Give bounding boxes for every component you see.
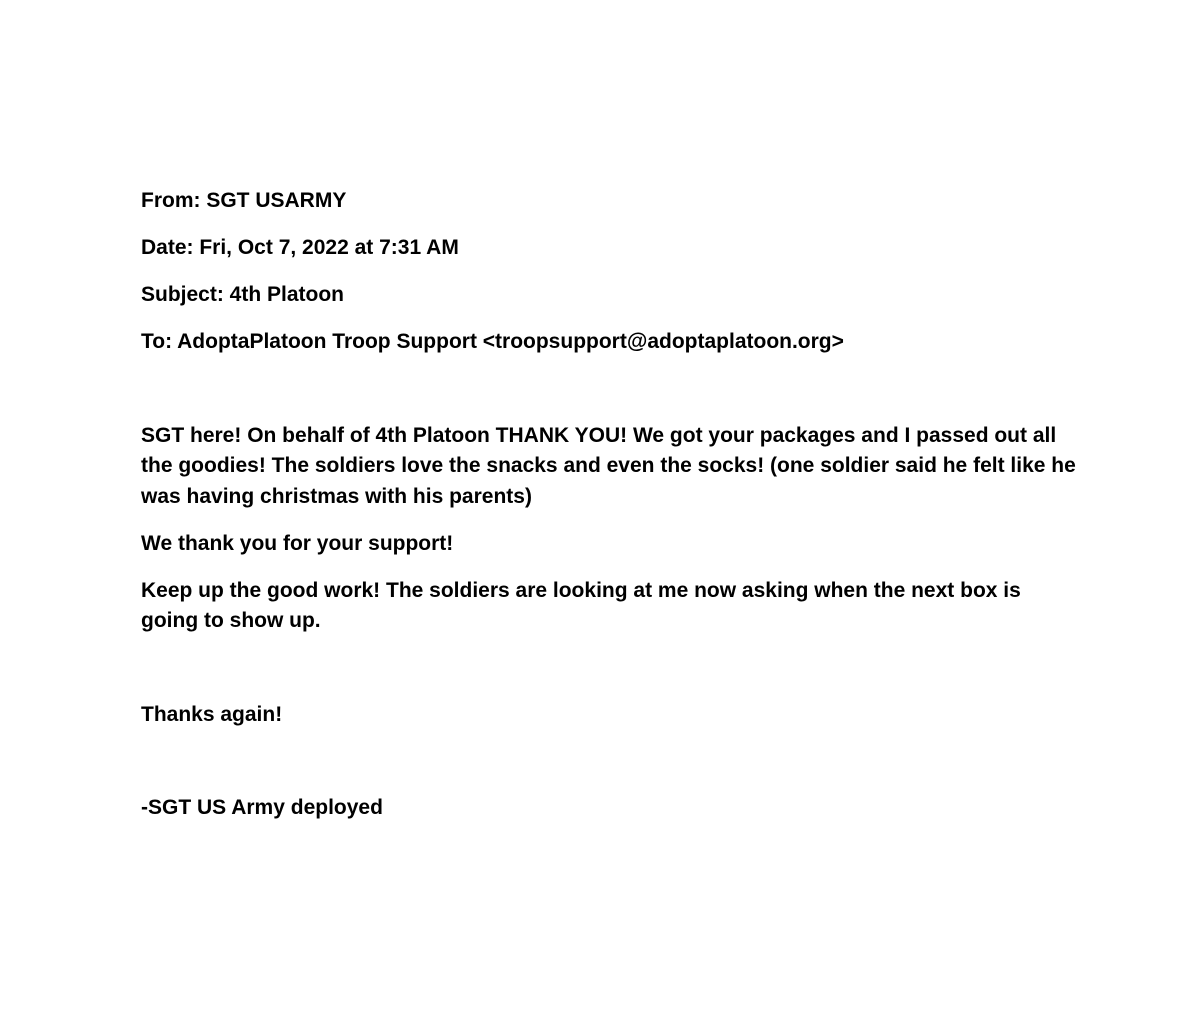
- from-line: From: SGT USARMY: [141, 189, 347, 212]
- subject-line: Subject: 4th Platoon: [141, 283, 345, 306]
- body-paragraph-support: We thank you for your support!: [141, 531, 454, 555]
- email-headers: [141, 186, 1081, 358]
- to-line: To: AdoptaPlatoon Troop Support <troopsupport@adoptaplatoon.org>: [141, 330, 844, 353]
- email-body: [141, 421, 1081, 824]
- email-document: [141, 186, 1081, 824]
- closing-line: Thanks again!: [141, 702, 283, 726]
- signature: -SGT US Army deployed: [141, 796, 383, 819]
- body-paragraph-thanks: SGT here! On behalf of 4th Platoon THANK YOU! We got your packages and I passed out all the goodies! The soldiers love the snacks and even the socks! (one soldier said he felt like he was having christmas with his parents): [141, 423, 1076, 508]
- body-paragraph-keep-up: Keep up the good work! The soldiers are looking at me now asking when the next box is going to show up.: [141, 578, 1021, 632]
- date-line: Date: Fri, Oct 7, 2022 at 7:31 AM: [141, 236, 459, 259]
